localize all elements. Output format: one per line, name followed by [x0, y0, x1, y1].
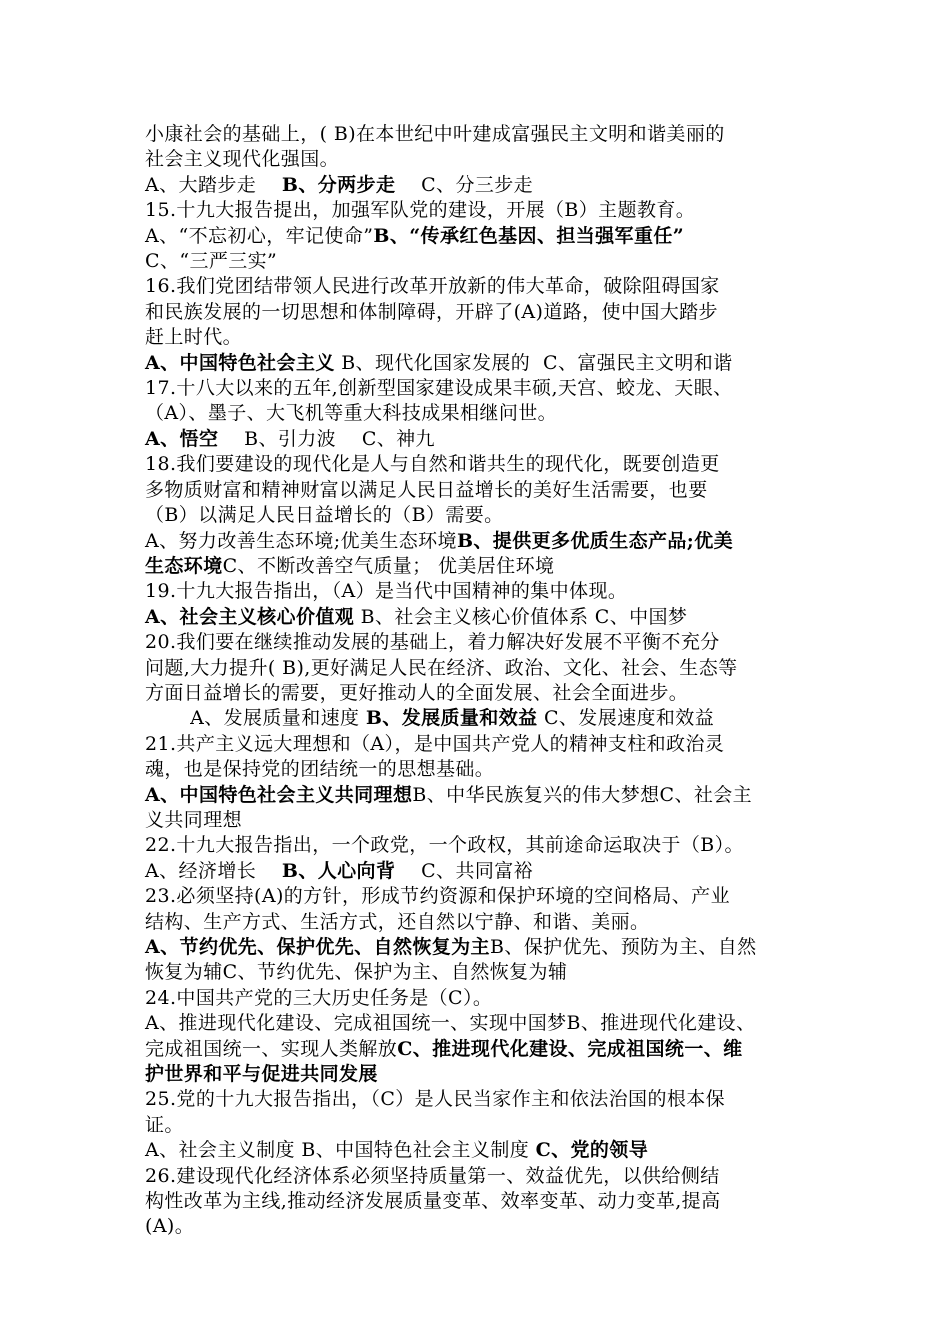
text-line [145, 681, 810, 706]
text-segment: 构性改革为主线,推动经济发展质量变革、效率变革、动力变革,提高 [145, 1190, 721, 1213]
text-segment: 证。 [145, 1113, 184, 1136]
answer-text: B、提供更多优质生态产品;优美 [456, 529, 734, 552]
text-line [145, 274, 810, 299]
text-segment: A、推进现代化建设、完成祖国统一、实现中国梦B、推进现代化建设、 [145, 1012, 756, 1035]
text-segment: 赶上时代。 [145, 326, 243, 349]
text-segment: 恢复为辅C、节约优先、保护为主、自然恢复为辅 [145, 961, 568, 984]
text-segment: 义共同理想 [145, 808, 243, 831]
text-line [145, 300, 810, 325]
text-segment: (A)。 [145, 1215, 195, 1238]
text-line [145, 249, 810, 274]
text-segment: C、分三步走 [395, 173, 534, 196]
text-line [145, 935, 810, 960]
text-segment: A、社会主义制度 B、中国特色社会主义制度 [145, 1139, 536, 1162]
text-segment: B、现代化国家发展的 C、富强民主文明和谐 [334, 351, 733, 374]
text-segment: C、发展速度和效益 [537, 707, 715, 730]
text-line [145, 529, 810, 554]
text-line [145, 147, 810, 172]
text-line [145, 706, 810, 731]
text-line [145, 757, 810, 782]
text-line [145, 859, 810, 884]
answer-text: A、社会主义核心价值观 [145, 605, 355, 628]
answer-text: B、发展质量和效益 [365, 707, 538, 730]
text-segment: 问题,大力提升( B),更好满足人民在经济、政治、文化、社会、生态等 [145, 656, 738, 679]
text-segment: 社会主义现代化强国。 [145, 148, 340, 171]
text-segment: 23.必须坚持(A)的方针，形成节约资源和保护环境的空间格局、产业 [145, 885, 730, 908]
text-segment: C、不断改善空气质量； 优美居住环境 [222, 554, 555, 577]
text-line [145, 1138, 810, 1163]
answer-text: 生态环境 [145, 554, 223, 577]
text-segment: 完成祖国统一、实现人类解放 [145, 1037, 398, 1060]
text-line [145, 1037, 810, 1062]
text-segment: 16.我们党团结带领人民进行改革开放新的伟大革命，破除阻碍国家 [145, 275, 720, 298]
text-line [145, 325, 810, 350]
text-line [145, 351, 810, 376]
text-line [145, 503, 810, 528]
text-line [145, 554, 810, 579]
text-segment: C、“三严三实” [145, 250, 278, 273]
answer-text: A、中国特色社会主义 [145, 351, 335, 374]
text-segment: 25.党的十九大报告指出，（C）是人民当家作主和依法治国的根本保 [145, 1088, 726, 1111]
answer-text: A、节约优先、保护优先、自然恢复为主 [145, 936, 490, 958]
text-line [145, 732, 810, 757]
answer-text: C、推进现代化建设、完成祖国统一、维 [397, 1037, 743, 1060]
answer-text: B、人心向背 [281, 859, 396, 882]
text-segment: 魂，也是保持党的团结统一的思想基础。 [145, 758, 495, 781]
text-segment: 多物质财富和精神财富以满足人民日益增长的美好生活需要，也要 [145, 478, 708, 501]
text-line [145, 478, 810, 503]
text-line [145, 783, 810, 808]
text-line [145, 173, 810, 198]
text-line [145, 960, 810, 985]
text-line [145, 656, 810, 681]
answer-text: B、“传承红色基因、担当强军重任” [373, 224, 685, 247]
text-line [145, 986, 810, 1011]
text-line [145, 224, 810, 249]
text-segment: 15.十九大报告提出，加强军队党的建设，开展（B）主题教育。 [145, 199, 696, 222]
text-line [145, 884, 810, 909]
text-line [145, 910, 810, 935]
text-segment: 24.中国共产党的三大历史任务是（C）。 [145, 986, 493, 1009]
text-segment: （B）以满足人民日益增长的（B）需要。 [145, 504, 504, 527]
text-line [145, 1062, 810, 1087]
answer-text: A、悟空 [145, 427, 219, 450]
text-line [145, 1214, 810, 1239]
text-segment: 19.十九大报告指出，（A）是当代中国精神的集中体现。 [145, 580, 628, 603]
text-segment: 小康社会的基础上，( B)在本世纪中叶建成富强民主文明和谐美丽的 [145, 123, 725, 145]
text-line [145, 1113, 810, 1138]
text-line [145, 1164, 810, 1189]
text-segment: A、经济增长 [145, 859, 282, 882]
text-line [145, 401, 810, 426]
answer-text: 护世界和平与促进共同发展 [145, 1063, 378, 1086]
text-segment: 和民族发展的一切思想和体制障碍，开辟了(A)道路，使中国大踏步 [145, 300, 718, 323]
text-line [145, 808, 810, 833]
text-line [145, 427, 810, 452]
text-line [145, 1087, 810, 1112]
text-segment: A、大踏步走 [145, 173, 282, 196]
text-segment: 18.我们要建设的现代化是人与自然和谐共生的现代化，既要创造更 [145, 453, 720, 476]
text-segment: 21.共产主义远大理想和（A），是中国共产党人的精神支柱和政治灵 [145, 732, 725, 755]
question-text-body [145, 122, 810, 1240]
text-line [145, 452, 810, 477]
answer-text: A、中国特色社会主义共同理想 [145, 783, 413, 806]
text-segment: B、中华民族复兴的伟大梦想C、社会主 [412, 783, 753, 806]
text-line [145, 376, 810, 401]
text-segment: A、努力改善生态环境;优美生态环境 [145, 529, 457, 552]
text-segment: B、社会主义核心价值体系 C、中国梦 [354, 605, 688, 628]
text-line [145, 1011, 810, 1036]
text-segment: （A）、墨子、大飞机等重大科技成果相继问世。 [145, 402, 558, 425]
text-segment: C、共同富裕 [395, 859, 534, 882]
text-segment: 结构、生产方式、生活方式，还自然以宁静、和谐、美丽。 [145, 910, 650, 933]
text-line [145, 122, 810, 147]
text-line [145, 579, 810, 604]
text-segment: 17.十八大以来的五年,创新型国家建设成果丰硕,天宫、蛟龙、天眼、 [145, 377, 733, 400]
text-line [145, 605, 810, 630]
text-segment: 22.十九大报告指出，一个政党，一个政权，其前途命运取决于（B）。 [145, 834, 744, 857]
text-line [145, 833, 810, 858]
text-segment: 方面日益增长的需要，更好推动人的全面发展、社会全面进步。 [145, 681, 689, 704]
text-segment: 26.建设现代化经济体系必须坚持质量第一、效益优先，以供给侧结 [145, 1164, 720, 1187]
text-segment: B、引力波 C、神九 [218, 427, 435, 450]
text-segment: A、“不忘初心，牢记使命” [145, 224, 374, 247]
text-line [145, 198, 810, 223]
text-line [145, 1189, 810, 1214]
text-line [145, 630, 810, 655]
answer-text: B、分两步走 [281, 173, 396, 196]
text-segment: A、发展质量和速度 [145, 707, 366, 730]
answer-text: C、党的领导 [535, 1139, 649, 1162]
text-segment: B、保护优先、预防为主、自然 [489, 936, 757, 958]
text-segment: 20.我们要在继续推动发展的基础上，着力解决好发展不平衡不充分 [145, 631, 720, 654]
